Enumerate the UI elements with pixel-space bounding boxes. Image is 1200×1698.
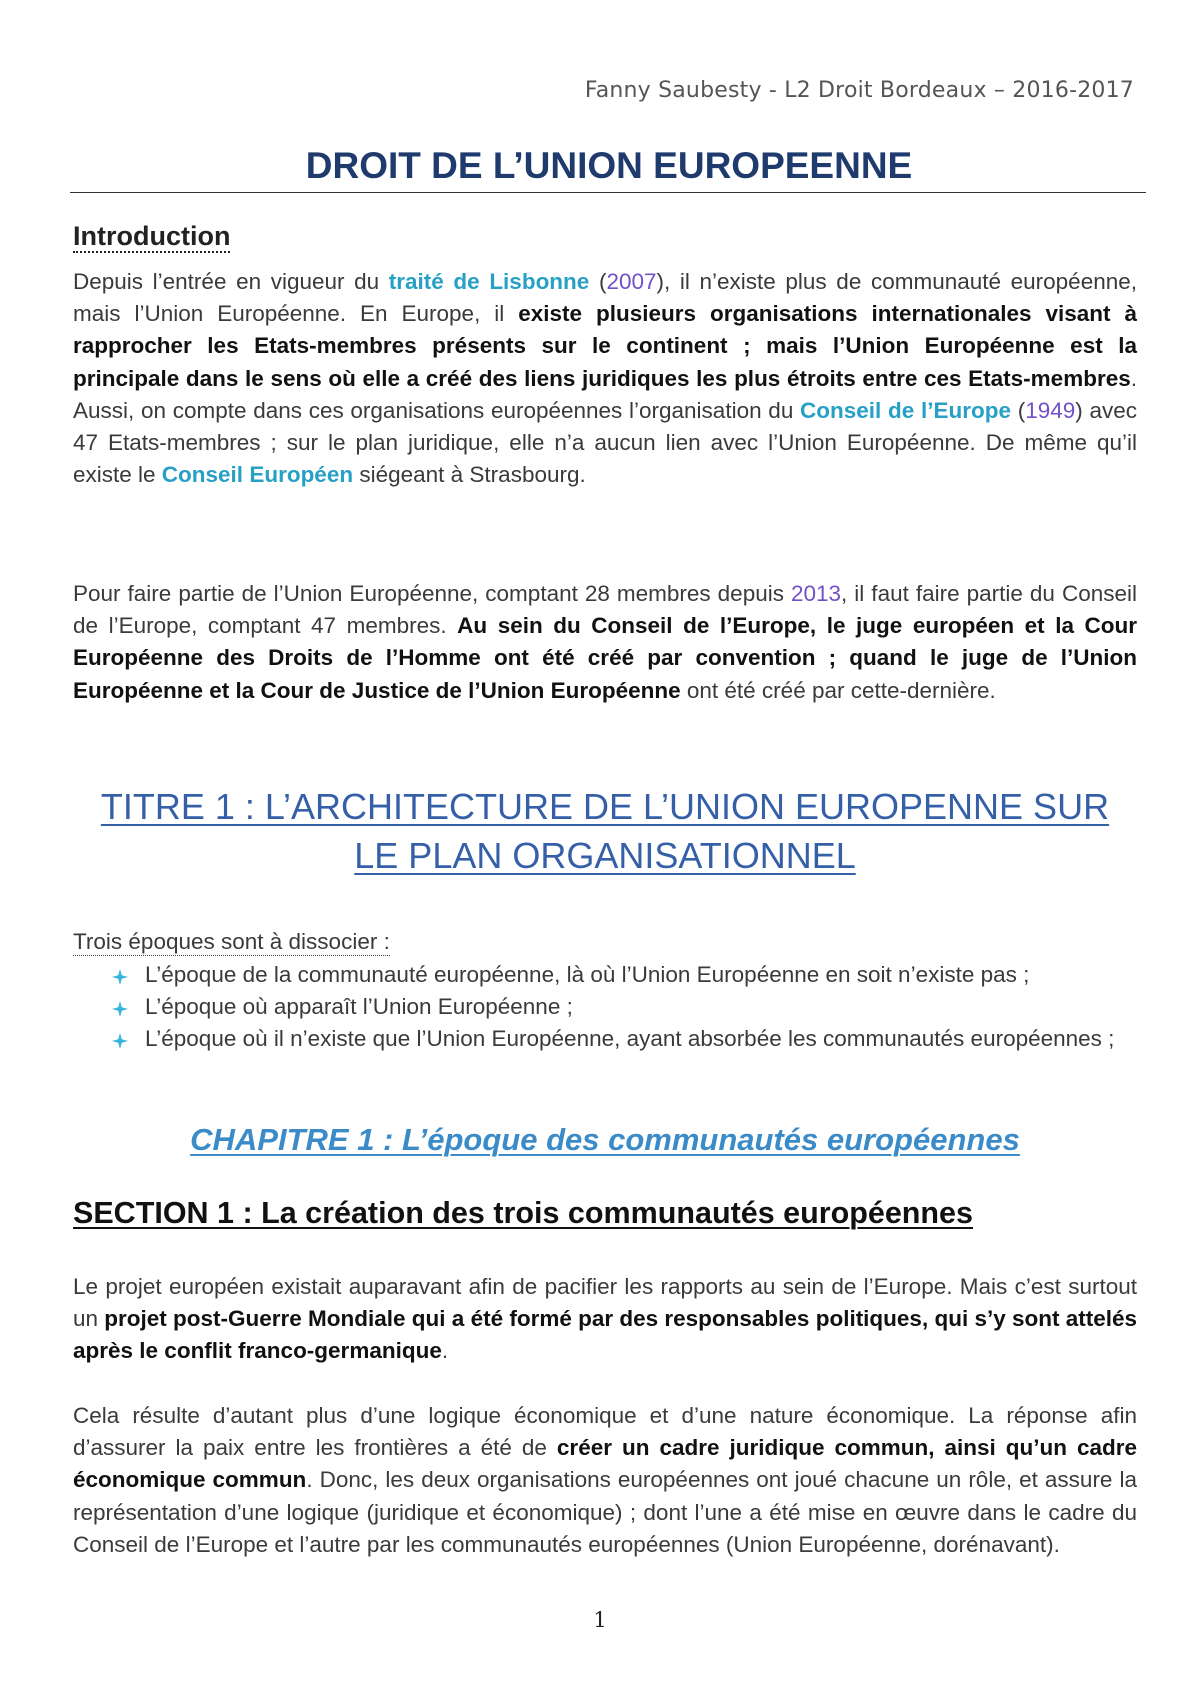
keyword-conseil-europeen: Conseil Européen [161,462,354,488]
text-run: Le projet européen existait auparavant afin de pacifier les rapports au sein de l’Europe. Mais c’est surtout un [73,1274,1137,1332]
text-run: Pour faire partie de l’Union Européenne, comptant 28 membres depuis [73,581,791,606]
intro-paragraph-2 [73,578,1137,707]
text-run: , il faut faire partie du Conseil de l’Europe, comptant 47 membres. [73,581,1137,639]
list-item [73,991,1137,1023]
text-run: siégeant à Strasbourg. [353,462,586,488]
list-item [73,1023,1137,1055]
text-run: . [441,1338,449,1364]
page-number: 1 [593,1608,607,1632]
section-1-heading: SECTION 1 : La création des trois communautés européennes [73,1196,973,1230]
list-item [73,959,1137,991]
text-run: ( [589,269,607,294]
title-divider [70,192,1146,193]
keyword-traite-lisbonne: traité de Lisbonne [388,269,590,294]
epoques-lead: Trois époques sont à dissocier : [73,929,390,954]
list-item-text: L’époque où apparaît l’Union Européenne ; [145,994,573,1020]
bold-text-run: créer un cadre juridique commun, ainsi qu’un cadre économique commun [73,1435,1137,1493]
bold-text-run: existe plusieurs organisations internationales visant à rapprocher les Etats-membres présents sur le continent ; mais l’Union Européenne est la principale dans le sens où elle a créé des liens juridiques les plus étroits entre ces Etats-membres [73,301,1137,391]
diamond-bullet-icon [111,1000,129,1018]
chapitre-1-heading: CHAPITRE 1 : L’époque des communautés européennes [190,1122,1020,1157]
text-run: ), il n’existe plus de communauté européenne, mais l’Union Européenne. En Europe, il [73,269,1138,327]
titre-1-heading [73,782,1137,880]
text-run: Cela résulte d’autant plus d’une logique économique et d’une nature économique. La réponse afin d’assurer la paix entre les frontières a été de [73,1403,1137,1461]
intro-heading: Introduction [73,221,231,251]
bold-text-run: Au sein du Conseil de l’Europe, le juge européen et la Cour Européenne des Droits de l’Homme ont été créé par convention ; quand le juge de l’Union Européenne et la Cour de Justice de l’Union Européenne [73,613,1137,703]
epoques-list [73,959,1137,1056]
section-1-paragraph-1 [73,1271,1137,1368]
keyword-conseil-europe: Conseil de l’Europe [800,397,1011,423]
bold-text-run: projet post-Guerre Mondiale qui a été formé par des responsables politiques, qui s’y sont attelés après le conflit franco-germanique [73,1306,1138,1364]
text-run: ( [1011,397,1026,423]
header-author-line: Fanny Saubesty - L2 Droit Bordeaux – 2016-2017 [584,78,1134,103]
text-run: . Donc, les deux organisations européennes ont joué chacune un rôle, et assure la représentation d’une logique (juridique et économique) ; dont l’une a été mise en œuvre dans le cadre du Conseil de l’Europe et l’autre par les communautés européennes (Union Européenne, dorénavant). [73,1467,1137,1557]
text-run: Depuis l’entrée en vigueur du [73,269,389,294]
titre-1-line-2: LE PLAN ORGANISATIONNEL [354,835,856,876]
year-1949: 1949 [1025,397,1076,423]
year-2013: 2013 [790,581,842,606]
titre-1-line-1: TITRE 1 : L’ARCHITECTURE DE L’UNION EUROPENNE SUR [100,786,1110,827]
year-2007: 2007 [606,269,657,294]
diamond-bullet-icon [111,1032,129,1050]
text-run: ont été créé par cette-dernière. [680,677,996,703]
list-item-text: L’époque de la communauté européenne, là où l’Union Européenne en soit n’existe pas ; [145,962,1030,987]
intro-paragraph-1 [73,266,1137,491]
section-1-paragraph-2 [73,1400,1137,1561]
document-title: DROIT DE L’UNION EUROPEENNE [305,145,913,186]
diamond-bullet-icon [111,968,129,986]
list-item-text: L’époque où il n’existe que l’Union Européenne, ayant absorbée les communautés européennes ; [145,1026,1115,1052]
text-run: ) avec 47 Etats-membres ; sur le plan juridique, elle n’a aucun lien avec l’Union Européenne. De même qu’il existe le [73,397,1137,488]
text-run: . Aussi, on compte dans ces organisations européennes l’organisation du [73,365,1137,423]
